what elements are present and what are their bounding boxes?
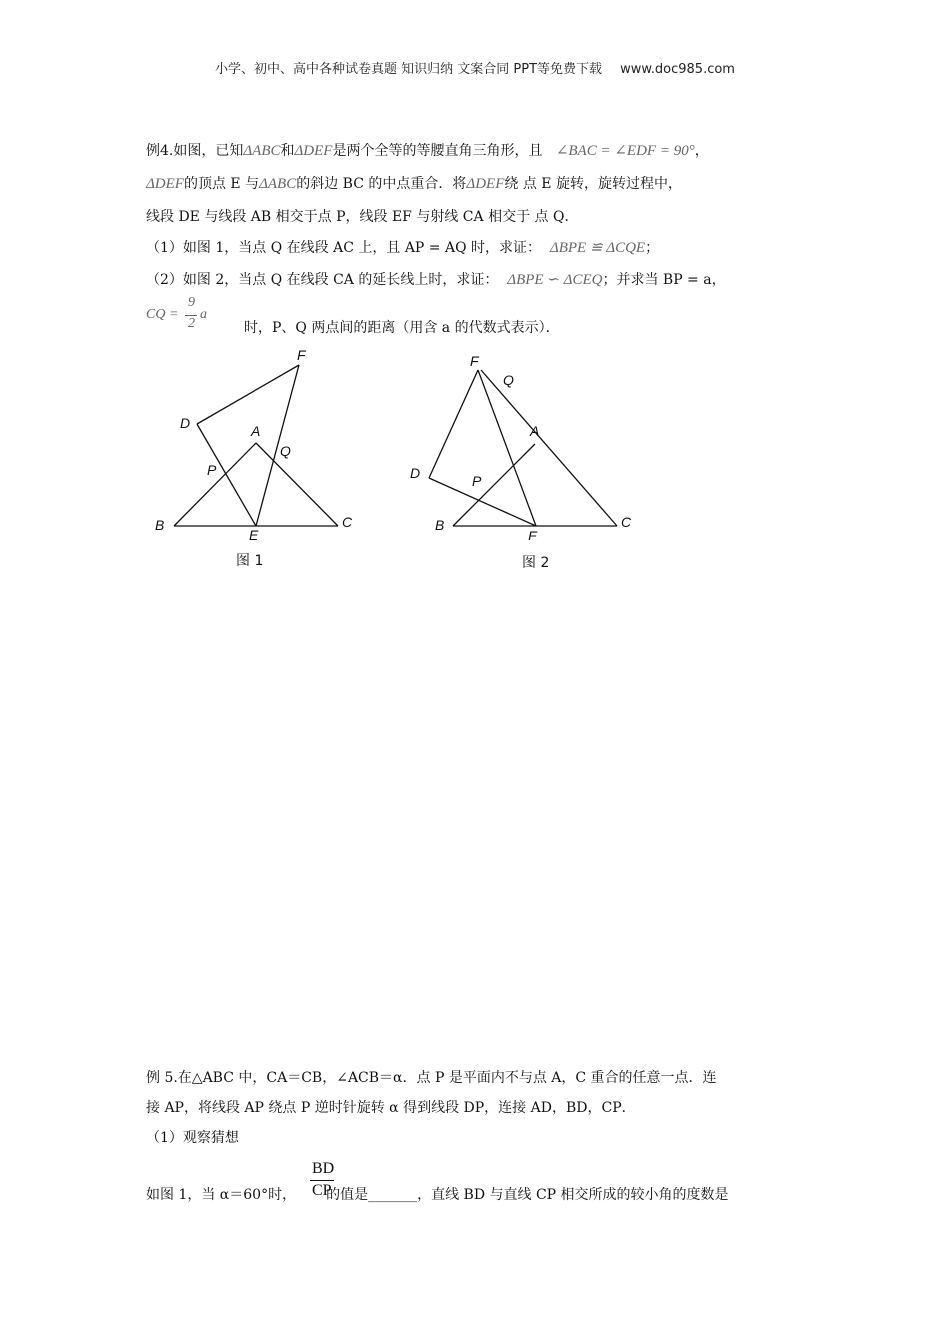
label-q: Q bbox=[280, 443, 291, 459]
segment-ef bbox=[256, 365, 299, 526]
math-similar: ΔBPE ∽ ΔCEQ bbox=[507, 272, 603, 288]
label-a: A bbox=[530, 423, 540, 439]
ex4-line3: 线段 DE 与线段 AB 相交于点 P，线段 EF 与射线 CA 相交于 点 Q． bbox=[146, 209, 579, 225]
label-b: B bbox=[435, 517, 445, 533]
frac-var: a bbox=[200, 307, 207, 322]
figure-2 bbox=[400, 340, 650, 540]
text: ；并求当 BP = a， bbox=[602, 272, 726, 288]
text: （1）如图 1，当点 Q 在线段 AC 上，且 AP = AQ 时，求证： bbox=[146, 240, 542, 256]
label-e: E bbox=[528, 528, 538, 540]
text: 的斜边 BC 的中点重合．将 bbox=[296, 176, 467, 192]
math-def: ΔDEF bbox=[294, 143, 333, 159]
frac-den: 2 bbox=[188, 316, 195, 331]
frac-lhs: CQ = bbox=[146, 307, 179, 322]
label-b: B bbox=[155, 517, 165, 533]
label-c: C bbox=[621, 514, 632, 530]
math-abc: ΔABC bbox=[243, 143, 281, 159]
text: 的值是_______，直线 BD 与直线 CP 相交所成的较小角的度数是 bbox=[326, 1187, 729, 1203]
segment-de bbox=[429, 478, 536, 526]
text: 是两个全等的等腰直角三角形，且 bbox=[332, 143, 543, 159]
label-d: D bbox=[410, 465, 421, 481]
segment-fd bbox=[429, 370, 478, 478]
ex4-line6: 时，P、Q 两点间的距离（用含 a 的代数式表示）． bbox=[244, 320, 560, 336]
text: 和 bbox=[280, 143, 295, 159]
header-text: 小学、初中、高中各种试卷真题 知识归纳 文案合同 PPT等免费下载 bbox=[215, 62, 603, 77]
ex5-line3: （1）观察猜想 bbox=[146, 1130, 239, 1146]
label-e: E bbox=[249, 527, 259, 540]
ex5-line4 bbox=[146, 1185, 816, 1205]
page-header bbox=[0, 58, 950, 77]
figure-1-caption: 图 1 bbox=[236, 553, 264, 569]
fraction-cq bbox=[146, 295, 216, 339]
figure-1 bbox=[145, 340, 375, 540]
figure-2-caption: 图 2 bbox=[522, 555, 550, 571]
text: 的顶点 E 与 bbox=[183, 176, 260, 192]
ex4-line2 bbox=[146, 174, 816, 194]
segment-ab bbox=[453, 444, 535, 526]
math-def: ΔDEF bbox=[146, 176, 184, 192]
ex5-line2: 接 AP，将线段 AP 绕点 P 逆时针旋转 α 得到线段 DP，连接 AD，BD，CP． bbox=[146, 1100, 636, 1116]
ex5-line1: 例 5.在△ABC 中，CA＝CB，∠ACB＝α．点 P 是平面内不与点 A，C 重合的任意一点．连 bbox=[146, 1070, 717, 1086]
math-def: ΔDEF bbox=[466, 176, 505, 192]
math-angle: ∠BAC = ∠EDF = 90° bbox=[555, 143, 695, 159]
text: ， bbox=[694, 143, 709, 159]
ex4-line5 bbox=[146, 270, 816, 290]
label-p: P bbox=[472, 473, 482, 489]
label-f: F bbox=[470, 353, 479, 369]
segment-ca-ray bbox=[481, 370, 617, 526]
text: 如图 1，当 α＝60°时， bbox=[146, 1187, 297, 1203]
frac-den: CP bbox=[312, 1182, 332, 1199]
segment-de bbox=[197, 424, 256, 526]
text: ； bbox=[645, 240, 660, 256]
header-site: www.doc985.com bbox=[620, 62, 735, 77]
frac-num: 9 bbox=[188, 295, 195, 310]
math-abc: ΔABC bbox=[259, 176, 297, 192]
segment-ef bbox=[478, 370, 536, 526]
math-congruent: ΔBPE ≌ ΔCQE bbox=[549, 240, 646, 256]
label-d: D bbox=[180, 415, 191, 431]
label-c: C bbox=[342, 514, 353, 530]
ex4-line4 bbox=[146, 238, 816, 258]
label-f: F bbox=[297, 347, 306, 363]
label-p: P bbox=[207, 462, 217, 478]
ex4-line1 bbox=[146, 141, 816, 161]
segment-df bbox=[197, 365, 299, 424]
label-q: Q bbox=[503, 372, 514, 388]
text: 绕 点 E 旋转，旋转过程中， bbox=[504, 176, 682, 192]
frac-num: BD bbox=[312, 1160, 335, 1177]
text: 例4.如图，已知 bbox=[146, 143, 244, 159]
label-a: A bbox=[251, 423, 261, 439]
text: （2）如图 2，当点 Q 在线段 CA 的延长线上时，求证： bbox=[146, 272, 499, 288]
segment-ac bbox=[256, 443, 338, 526]
